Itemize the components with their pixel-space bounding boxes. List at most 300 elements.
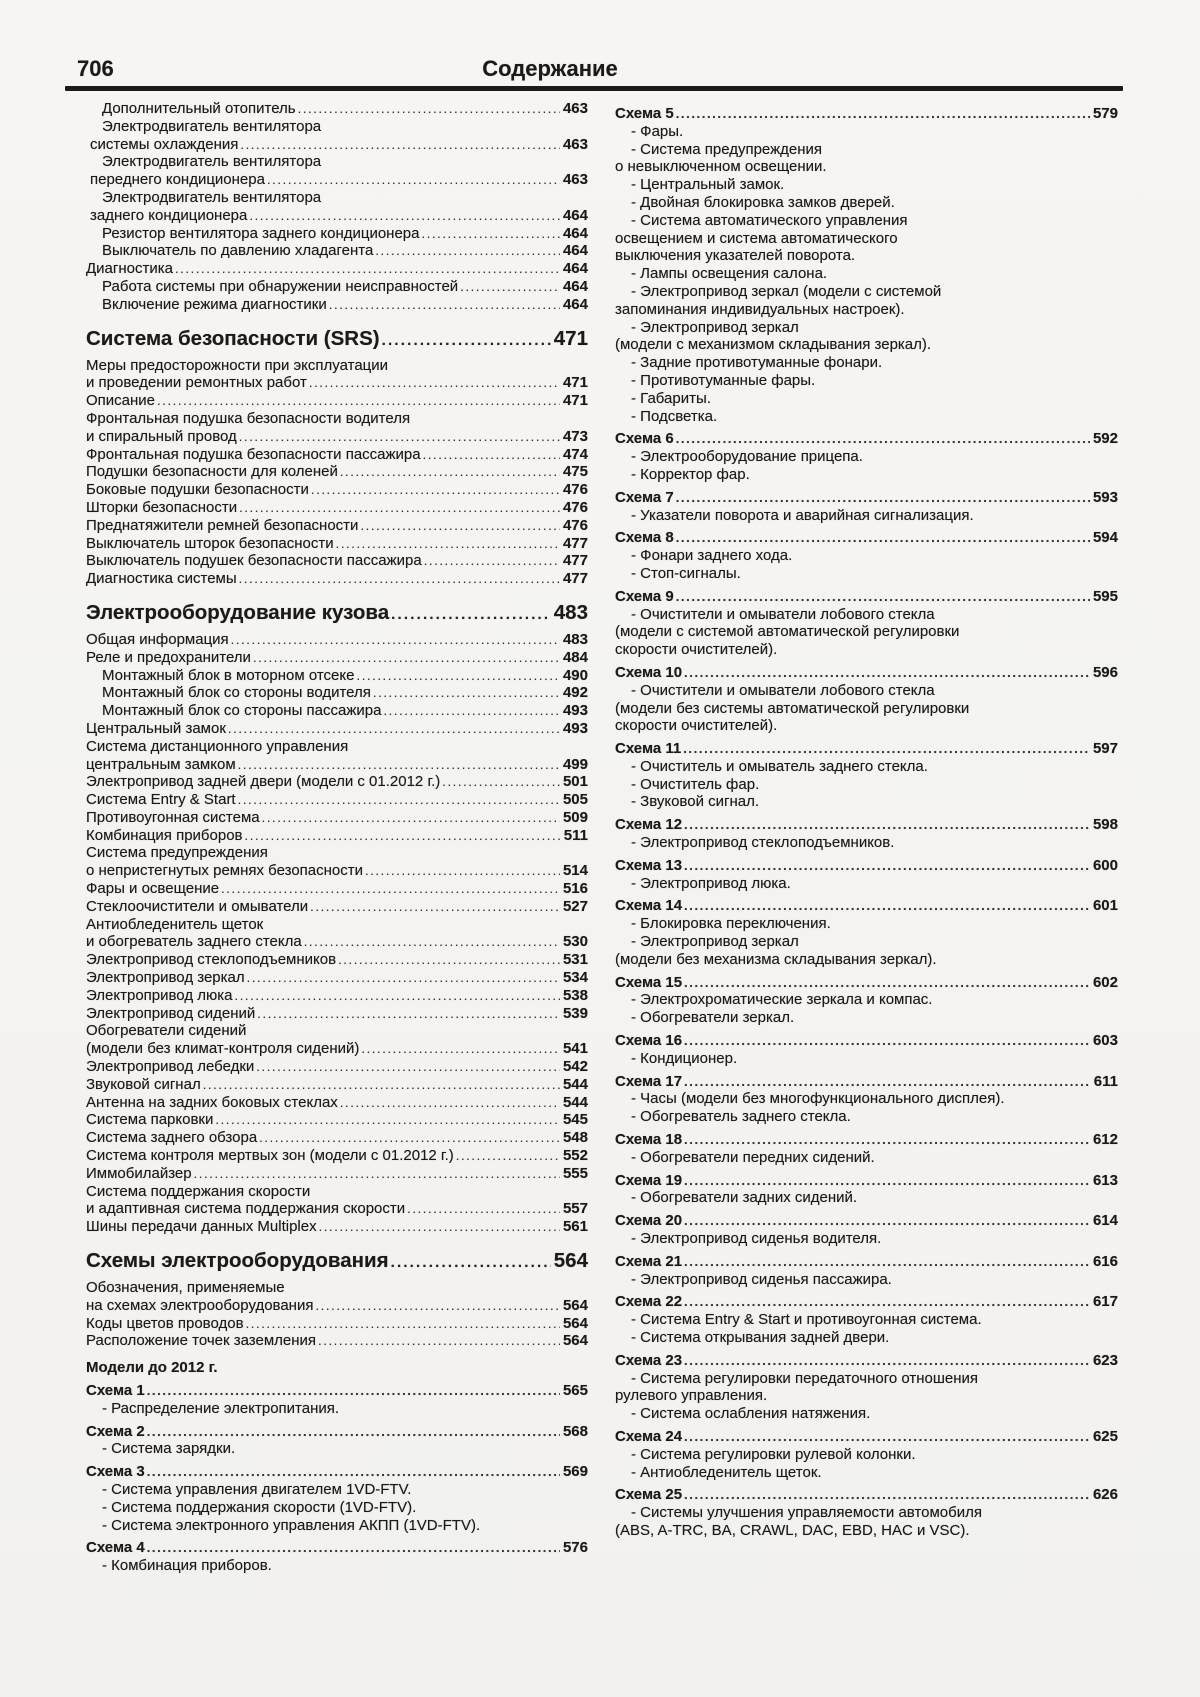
toc-entry [86,1022,588,1058]
entry-label: Схема 14 [615,897,683,915]
toc-scheme-subitem [615,123,1118,141]
subitem-line: - Фонари заднего хода. [631,547,793,565]
entry-label: Схема 8 [615,529,674,547]
entry-label: Схема 13 [615,856,683,874]
subitem-line: - Двойная блокировка замков дверей. [631,193,895,211]
dot-leader [391,601,551,627]
entry-label: и спиральный провод [86,427,237,445]
page-number: 509 [562,808,588,826]
subitem-line: - Электрохроматические зеркала и компас. [631,991,933,1009]
subitem-line: - Обогреватели зеркал. [631,1009,795,1027]
page-number: 557 [562,1200,588,1218]
entry-last-line [86,296,588,314]
subitem-line: - Система зарядки. [102,1440,236,1458]
page-number: 595 [1092,587,1118,605]
subitem-line: - Электропривод люка. [631,874,791,892]
dot-leader [676,105,1090,123]
entry-label: Схемы электрооборудования [86,1249,389,1273]
page-number: 561 [562,1218,588,1236]
dot-leader [318,1332,560,1350]
toc-entry [86,552,588,570]
toc-chapter-heading [86,327,588,353]
entry-last-line [86,481,588,499]
subitem-line: - Обогреватели задних сидений. [631,1189,858,1207]
dot-leader [147,1463,560,1481]
dot-leader [304,933,560,951]
dot-leader [239,570,560,588]
subitem-line: - Системы улучшения управляемости автомобиля [631,1504,982,1522]
dot-leader [239,499,560,517]
subitem-line: (ABS, A-TRC, BA, CRAWL, DAC, EBD, HAC и VSC). [615,1521,970,1539]
dot-leader [147,1539,560,1557]
subitem-line: - Система управления двигателем 1VD-FTV. [102,1480,412,1498]
entry-last-line [86,392,588,410]
entry-label: и обогреватель заднего стекла [86,933,302,951]
dot-leader [676,430,1090,448]
toc-scheme-subitem [615,1405,1118,1423]
entry-label: Схема 19 [615,1171,683,1189]
toc-entry [86,969,588,987]
toc-scheme-subitem [615,466,1118,484]
toc-scheme-subitem [615,1370,1118,1406]
dot-leader [684,1486,1090,1504]
dot-leader [375,242,560,260]
page-number: 527 [562,897,588,915]
toc-entry [86,570,588,588]
entry-label: центральным замком [86,755,236,773]
toc-entry [86,1111,588,1129]
entry-last-line [86,1315,588,1333]
toc-left-column [86,100,588,1575]
toc-entry [86,410,588,446]
entry-label-line: Обозначения, применяемые [86,1279,285,1297]
page-number: 564 [562,1332,588,1350]
dot-leader [245,827,561,845]
toc-entry [86,880,588,898]
toc-scheme-subitem [615,875,1118,893]
entry-last-line [86,720,588,738]
dot-leader [329,296,560,314]
dot-leader [361,1040,560,1058]
dot-leader [684,1172,1090,1190]
header-rule [65,86,1123,91]
page-number: 475 [562,463,588,481]
entry-last-line [86,951,588,969]
toc-entry [86,499,588,517]
entry-last-line [86,1076,588,1094]
entry-last-line [86,225,588,243]
toc-entry [86,649,588,667]
toc-entry [86,1005,588,1023]
entry-last-line [86,1147,588,1165]
page-number: 594 [1092,529,1118,547]
dot-leader [684,1131,1090,1149]
page-number: 616 [1092,1252,1118,1270]
toc-entry [86,1076,588,1094]
page-number: 505 [562,791,588,809]
subitem-line: - Система ослабления натяжения. [631,1405,871,1423]
dot-leader [239,428,560,446]
subitem-line: - Электропривод зеркал [631,318,799,336]
page-number: 593 [1092,488,1118,506]
page-number: 612 [1092,1131,1118,1149]
dot-leader [231,631,560,649]
toc-entry [86,916,588,952]
entry-label: Выключатель подушек безопасности пассажира [86,552,422,570]
toc-entry [86,446,588,464]
entry-label: Схема 25 [615,1486,683,1504]
toc-entry [86,1094,588,1112]
dot-leader [336,535,560,553]
subitem-line: (модели с системой автоматической регулировки [615,623,960,641]
dot-leader [147,1423,560,1441]
toc-entry [86,296,588,314]
dot-leader [460,278,560,296]
toc-entry [86,278,588,296]
entry-label: Схема 4 [86,1539,145,1557]
toc-entry [86,392,588,410]
toc-scheme-entry [615,816,1118,834]
toc-entry [86,738,588,774]
toc-scheme-subitem [615,507,1118,525]
toc-scheme-subitem [615,1050,1118,1068]
toc-entry [86,463,588,481]
toc-scheme-entry [615,430,1118,448]
toc-scheme-entry [86,1382,588,1400]
entry-label: о непристегнутых ремнях безопасности [86,862,363,880]
toc-scheme-subitem [615,776,1118,794]
toc-entry [86,535,588,553]
toc-scheme-entry [615,1073,1118,1091]
entry-last-line [86,987,588,1005]
toc-scheme-subitem [615,390,1118,408]
entry-label: Включение режима диагностики [102,295,327,313]
page-number: 492 [562,684,588,702]
entry-label: Общая информация [86,630,229,648]
toc-entry [86,1315,588,1333]
entry-last-line [86,809,588,827]
toc-scheme-entry [86,1463,588,1481]
page-number: 564 [562,1314,588,1332]
toc-entry [86,987,588,1005]
page-number: 530 [562,933,588,951]
toc-scheme-subitem [86,1517,588,1535]
entry-label: Резистор вентилятора заднего кондиционера [102,224,420,242]
toc-scheme-subitem [86,1440,588,1458]
dot-leader [684,1253,1090,1271]
page-number: 548 [562,1129,588,1147]
page-number: 474 [562,445,588,463]
page-number: 501 [562,773,588,791]
dot-leader [684,1293,1090,1311]
dot-leader [391,1249,551,1275]
dot-leader [684,1352,1090,1370]
dot-leader [311,481,560,499]
entry-label: Боковые подушки безопасности [86,481,309,499]
dot-leader [256,1058,560,1076]
dot-leader [319,1218,560,1236]
entry-label: Схема 6 [615,430,674,448]
toc-entry [86,153,588,189]
entry-last-line [86,499,588,517]
page-number: 569 [562,1463,588,1481]
toc-scheme-subitem [86,1499,588,1517]
dot-leader [221,880,560,898]
dot-leader [383,702,560,720]
toc-entry [86,1129,588,1147]
dot-leader [238,791,560,809]
entry-label: Диагностика системы [86,570,237,588]
entry-last-line [86,535,588,553]
dot-leader [247,969,560,987]
toc-scheme-subitem [615,1009,1118,1027]
toc-scheme-entry [615,664,1118,682]
subitem-line: - Очистители и омыватели лобового стекла [631,605,935,623]
toc-entry [86,844,588,880]
dot-leader [684,664,1090,682]
entry-label: Монтажный блок со стороны пассажира [102,702,382,720]
toc-scheme-subitem [615,915,1118,933]
subitem-line: выключения указателей поворота. [615,247,856,265]
toc-scheme-entry [615,1212,1118,1230]
toc-scheme-subitem [615,212,1118,265]
toc-scheme-subitem [615,1329,1118,1347]
toc-scheme-subitem [615,834,1118,852]
page-number: 564 [562,1296,588,1314]
page-number: 531 [562,951,588,969]
toc-scheme-subitem [615,372,1118,390]
subitem-line: - Система предупреждения [631,140,823,158]
dot-leader [194,1165,560,1183]
page-number: 617 [1092,1293,1118,1311]
dot-leader [338,951,560,969]
entry-label: Система безопасности (SRS) [86,326,380,350]
page-number: 464 [562,206,588,224]
toc-scheme-subitem [615,793,1118,811]
page-number: 576 [562,1539,588,1557]
entry-last-line [86,969,588,987]
entry-label: Система контроля мертвых зон (модели с 01.2012 г.) [86,1147,454,1165]
entry-last-line [86,756,588,774]
entry-label: Схема 10 [615,663,683,681]
page-number: 564 [553,1249,588,1273]
entry-label-line: Система дистанционного управления [86,737,349,755]
entry-label: Электропривод задней двери (модели с 01.2012 г.) [86,773,441,791]
subitem-line: - Габариты. [631,389,711,407]
entry-label-line: Система поддержания скорости [86,1182,311,1200]
entry-label-line: Меры предосторожности при эксплуатации [86,356,389,374]
subitem-line: - Фары. [631,122,684,140]
toc-entry [86,189,588,225]
subitem-line: - Распределение электропитания. [102,1399,340,1417]
page-number: 598 [1092,816,1118,834]
toc-scheme-subitem [615,606,1118,659]
page-title: Содержание [482,56,618,81]
toc-entry [86,1147,588,1165]
subitem-line: скорости очистителей). [615,717,778,735]
dot-leader [676,588,1090,606]
toc-entry [86,791,588,809]
toc-entry [86,631,588,649]
page-number: 555 [562,1164,588,1182]
toc-scheme-entry [615,1032,1118,1050]
dot-leader [456,1147,560,1165]
entry-last-line [86,1005,588,1023]
entry-last-line [86,136,588,154]
entry-last-line [86,446,588,464]
subitem-line: (модели без системы автоматической регулировки [615,699,970,717]
dot-leader [423,446,560,464]
toc-right-column [615,100,1118,1575]
dot-leader [676,489,1090,507]
dot-leader [684,1212,1090,1230]
dot-leader [310,898,560,916]
page-number: 493 [562,719,588,737]
toc-scheme-subitem [615,141,1118,177]
page-number: 541 [562,1040,588,1058]
entry-last-line [86,1332,588,1350]
entry-last-line [86,1218,588,1236]
toc-scheme-entry [615,1352,1118,1370]
subitem-line: о невыключенном освещении. [615,158,827,176]
dot-leader [442,773,560,791]
dot-leader [262,809,560,827]
entry-label: Схема 3 [86,1463,145,1481]
dot-leader [238,756,560,774]
subitem-line: - Корректор фар. [631,465,750,483]
page-number: 490 [562,666,588,684]
page-number: 464 [562,260,588,278]
page-header [65,50,1123,91]
toc-scheme-entry [615,529,1118,547]
entry-label-line: Система предупреждения [86,844,268,862]
dot-leader [147,1382,560,1400]
toc-entry [86,809,588,827]
entry-last-line [86,171,588,189]
toc-scheme-entry [615,897,1118,915]
entry-last-line [86,649,588,667]
toc-chapter-heading [86,601,588,627]
dot-leader [257,1005,560,1023]
entry-label: Электропривод зеркал [86,969,245,987]
entry-label: Схема 17 [615,1072,683,1090]
entry-label: Иммобилайзер [86,1164,192,1182]
dot-leader [267,171,560,189]
subitem-line: - Очиститель фар. [631,775,760,793]
entry-label: Работа системы при обнаружении неисправностей [102,277,459,295]
toc-scheme-subitem [615,1446,1118,1464]
toc-scheme-subitem [615,758,1118,776]
toc-entry [86,481,588,499]
page-number: 464 [562,277,588,295]
page-number: 623 [1092,1351,1118,1369]
entry-label: Схема 23 [615,1351,683,1369]
entry-last-line [86,517,588,535]
entry-last-line [86,1297,588,1315]
entry-last-line [86,667,588,685]
subitem-line: - Лампы освещения салона. [631,265,828,283]
page-number: 463 [562,135,588,153]
page-number: 471 [562,374,588,392]
toc-scheme-subitem [615,933,1118,969]
subitem-line: (модели с механизмом складывания зеркал). [615,336,932,354]
toc-scheme-entry [615,489,1118,507]
entry-label: Схема 9 [615,587,674,605]
folio-page-number: 706 [77,56,114,81]
page-number: 613 [1092,1171,1118,1189]
entry-label: Описание [86,392,156,410]
dot-leader [240,136,560,154]
page-number: 477 [562,552,588,570]
dot-leader [259,1129,560,1147]
entry-last-line [86,260,588,278]
dot-leader [684,1428,1090,1446]
toc-scheme-subitem [615,354,1118,372]
toc-scheme-subitem [615,1464,1118,1482]
dot-leader [298,100,560,118]
toc-entry [86,1332,588,1350]
toc-scheme-entry [615,1253,1118,1271]
page-number: 542 [562,1058,588,1076]
page-number: 614 [1092,1212,1118,1230]
subitem-line: - Обогреватель заднего стекла. [631,1108,851,1126]
toc-scheme-subitem [615,408,1118,426]
page-number: 499 [562,755,588,773]
dot-leader [234,987,559,1005]
entry-label: Центральный замок [86,719,226,737]
subitem-line: - Антиобледенитель щеток. [631,1463,822,1481]
subitem-line: - Электропривод зеркал (модели с системой [631,282,942,300]
subitem-line: - Электропривод стеклоподъемников. [631,834,895,852]
entry-last-line [86,702,588,720]
entry-label: Коды цветов проводов [86,1314,244,1332]
entry-label: Схема 5 [615,105,674,122]
toc-scheme-entry [615,1172,1118,1190]
subitem-line: - Указатели поворота и аварийная сигнализация. [631,506,974,524]
page-number: 477 [562,534,588,552]
entry-label-line: Антиобледенитель щеток [86,915,264,933]
page-number: 464 [562,242,588,260]
entry-last-line [86,1058,588,1076]
page-number: 476 [562,481,588,499]
toc-scheme-subitem [615,682,1118,735]
page-number: 463 [562,171,588,189]
toc-scheme-subitem [615,283,1118,319]
subitem-line: - Электропривод сиденья пассажира. [631,1270,892,1288]
entry-label: Схема 24 [615,1427,683,1445]
subitem-line: - Электрооборудование прицепа. [631,448,863,466]
page-number: 544 [562,1075,588,1093]
entry-last-line [86,1111,588,1129]
entry-label: Шины передачи данных Multiplex [86,1218,317,1236]
page-number: 483 [553,600,588,624]
page-number: 602 [1092,973,1118,991]
entry-last-line [86,242,588,260]
entry-label: Схема 15 [615,973,683,991]
entry-label: Схема 16 [615,1032,683,1050]
subitem-line: - Стоп-сигналы. [631,564,741,582]
entry-label: Схема 1 [86,1382,145,1399]
subitem-line: освещением и система автоматического [615,229,898,247]
entry-label: и адаптивная система поддержания скорости [86,1200,406,1218]
dot-leader [421,225,559,243]
page-number: 597 [1092,740,1118,758]
toc-entry [86,357,588,393]
toc-scheme-entry [615,588,1118,606]
page-number: 463 [562,100,588,117]
dot-leader [249,207,560,225]
entry-label: Дополнительный отопитель [102,100,296,117]
